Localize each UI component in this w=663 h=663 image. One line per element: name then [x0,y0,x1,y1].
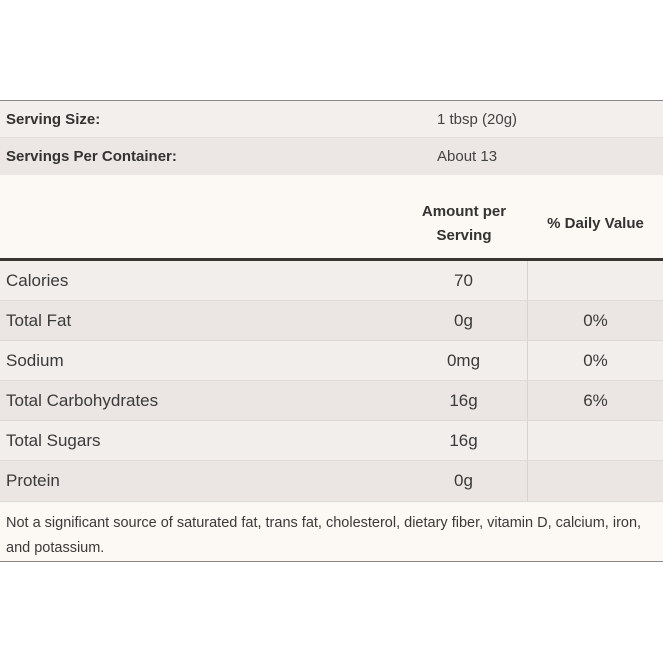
header-amount-per-serving [400,200,528,248]
nutrient-name: Sodium [6,350,64,370]
nutrient-amount: 70 [400,261,528,300]
nutrient-name: Total Sugars [6,430,101,450]
servings-per-container-label: Servings Per Container: [6,148,177,165]
table-row [0,461,663,501]
servings-per-container-row [0,138,663,175]
nutrient-daily-value [528,461,663,501]
nutrient-amount: 16g [400,421,528,460]
nutrient-table-header [0,175,663,261]
nutrient-name: Calories [6,270,69,290]
nutrient-daily-value: 6% [583,390,608,410]
nutrient-daily-value [528,261,663,300]
header-amount-line1: Amount per [421,203,507,220]
table-row [0,261,663,301]
nutrient-daily-value [528,421,663,460]
nutrient-amount: 16g [400,381,528,420]
table-row [0,381,663,421]
nutrient-name: Protein [6,471,60,490]
nutrient-amount: 0mg [400,341,528,380]
nutrient-amount: 0g [400,301,528,340]
table-row [0,341,663,381]
header-amount-line2: Serving [436,227,492,244]
table-row [0,301,663,341]
serving-size-row [0,101,663,138]
nutrient-rows [0,261,663,501]
footnote: Not a significant source of saturated fat, trans fat, cholesterol, dietary fiber, vitamin D, calcium, iron, and potassium. [0,501,663,561]
table-row [0,421,663,461]
header-daily-value: % Daily Value [547,215,644,232]
nutrient-amount: 0g [400,461,528,501]
nutrient-daily-value: 0% [583,310,608,330]
nutrient-daily-value: 0% [583,350,608,370]
serving-size-label: Serving Size: [6,110,101,128]
nutrient-name: Total Fat [6,310,72,330]
nutrient-name: Total Carbohydrates [6,390,159,410]
servings-per-container-value: About 13 [437,148,498,165]
nutrition-facts-table [0,100,663,562]
serving-size-value: 1 tbsp (20g) [437,110,518,128]
